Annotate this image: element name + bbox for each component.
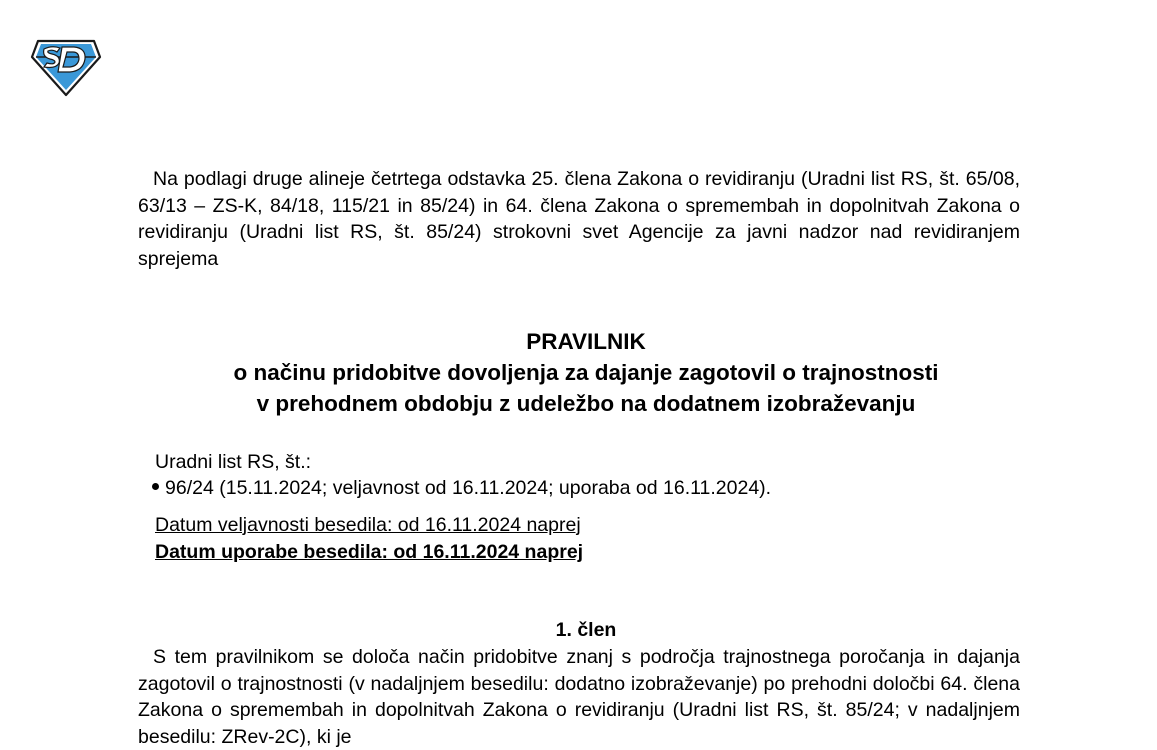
document-title-block	[138, 326, 1034, 419]
intro-paragraph: Na podlagi druge alineje četrtega odstavka 25. člena Zakona o revidiranju (Uradni list RS, št. 65/08, 63/13 – ZS-K, 84/18, 115/21 in 85/24) in 64. člena Zakona o spremembah in dopolnitvah Zakona o revidiranju (Uradni list RS, št. 85/24) strokovni svet Agencije za javni nadzor nad revidiranjem sprejema	[138, 168, 1020, 270]
document-title: PRAVILNIK	[526, 329, 646, 354]
gazette-number: 96/24	[165, 477, 214, 499]
document-subtitle-line-2: v prehodnem obdobju z udeležbo na dodatnem izobraževanju	[256, 391, 916, 416]
application-date: Datum uporabe besedila: od 16.11.2024 naprej	[155, 541, 584, 563]
document-subtitle-line-1: o načinu pridobitve dovoljenja za dajanje zagotovil o trajnostnosti	[233, 360, 939, 385]
diamond-logo-icon	[30, 38, 102, 98]
gazette-label: Uradni list RS, št.:	[155, 451, 312, 473]
gazette-list-item	[152, 474, 771, 502]
gazette-details: (15.11.2024; veljavnost od 16.11.2024; uporaba od 16.11.2024).	[213, 477, 772, 499]
article-1-heading: 1. člen	[555, 619, 617, 641]
validity-date: Datum veljavnosti besedila: od 16.11.2024 naprej	[155, 514, 581, 536]
sd-diamond-logo	[30, 38, 102, 98]
article-1-body: S tem pravilnikom se določa način pridobitve znanj s področja trajnostnega poročanja in dajanja zagotovil o trajnostnosti (v nadaljnjem besedilu: dodatno izobraževanje) po prehodni določbi 64. člena Zakona o spremembah in dopolnitvah Zakona o revidiranju (Uradni list RS, št. 85/24; v nadaljnjem besedilu: ZRev-2C), ki je	[138, 646, 1020, 748]
validity-block	[155, 512, 583, 566]
bullet-icon	[152, 483, 159, 490]
